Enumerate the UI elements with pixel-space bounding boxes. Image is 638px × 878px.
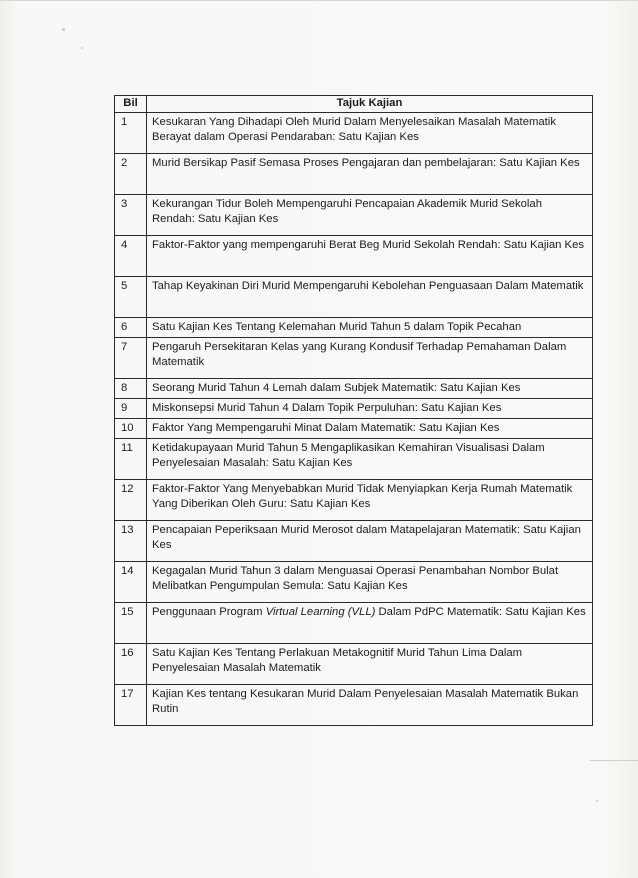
research-title: Kekurangan Tidur Boleh Mempengaruhi Pencapaian Akademik Murid Sekolah Rendah: Satu Kajian Kes (147, 195, 593, 236)
row-number: 1 (115, 113, 147, 154)
scan-speck (62, 28, 65, 31)
table-row (115, 338, 593, 379)
scan-speck (596, 800, 598, 802)
row-number: 2 (115, 154, 147, 195)
table-row (115, 379, 593, 399)
scan-edge-top (0, 0, 638, 1)
scan-speck (81, 47, 83, 49)
row-number: 3 (115, 195, 147, 236)
column-header-tajuk-kajian: Tajuk Kajian (147, 96, 593, 113)
research-title: Tahap Keyakinan Diri Murid Mempengaruhi Kebolehan Penguasaan Dalam Matematik (147, 277, 593, 318)
table-row (115, 399, 593, 419)
table-row (115, 277, 593, 318)
table-row (115, 480, 593, 521)
row-number: 13 (115, 521, 147, 562)
research-title: Faktor-Faktor yang mempengaruhi Berat Beg Murid Sekolah Rendah: Satu Kajian Kes (147, 236, 593, 277)
research-title: Miskonsepsi Murid Tahun 4 Dalam Topik Perpuluhan: Satu Kajian Kes (147, 399, 593, 419)
research-title (147, 603, 593, 644)
table-row (115, 154, 593, 195)
row-number: 5 (115, 277, 147, 318)
row-number: 10 (115, 419, 147, 439)
row-number: 6 (115, 318, 147, 338)
table-row (115, 318, 593, 338)
table-row (115, 562, 593, 603)
table-row (115, 236, 593, 277)
research-titles-table-container (114, 95, 592, 726)
table-row (115, 113, 593, 154)
table-row (115, 439, 593, 480)
table-row (115, 195, 593, 236)
research-title: Satu Kajian Kes Tentang Perlakuan Metakognitif Murid Tahun Lima Dalam Penyelesaian Masalah Matematik (147, 644, 593, 685)
research-titles-table (114, 95, 593, 726)
table-body (115, 113, 593, 726)
row-number: 7 (115, 338, 147, 379)
scan-mark (590, 760, 638, 761)
table-header-row (115, 96, 593, 113)
column-header-bil: Bil (115, 96, 147, 113)
research-title: Ketidakupayaan Murid Tahun 5 Mengaplikasikan Kemahiran Visualisasi Dalam Penyelesaian Masalah: Satu Kajian Kes (147, 439, 593, 480)
research-title-part: Dalam PdPC Matematik: Satu Kajian Kes (375, 606, 586, 618)
row-number: 4 (115, 236, 147, 277)
row-number: 17 (115, 685, 147, 726)
table-row (115, 685, 593, 726)
research-title: Murid Bersikap Pasif Semasa Proses Pengajaran dan pembelajaran: Satu Kajian Kes (147, 154, 593, 195)
row-number: 15 (115, 603, 147, 644)
table-row (115, 644, 593, 685)
research-title: Kajian Kes tentang Kesukaran Murid Dalam Penyelesaian Masalah Matematik Bukan Rutin (147, 685, 593, 726)
research-title: Pencapaian Peperiksaan Murid Merosot dalam Matapelajaran Matematik: Satu Kajian Kes (147, 521, 593, 562)
table-row (115, 521, 593, 562)
research-title: Kesukaran Yang Dihadapi Oleh Murid Dalam Menyelesaikan Masalah Matematik Berayat dalam Operasi Pendaraban: Satu Kajian Kes (147, 113, 593, 154)
research-title: Pengaruh Persekitaran Kelas yang Kurang Kondusif Terhadap Pemahaman Dalam Matematik (147, 338, 593, 379)
row-number: 8 (115, 379, 147, 399)
table-row (115, 603, 593, 644)
research-title-part: Penggunaan Program (152, 606, 266, 618)
research-title-italic-part: Virtual Learning (VLL) (265, 606, 376, 618)
research-title: Faktor Yang Mempengaruhi Minat Dalam Matematik: Satu Kajian Kes (147, 419, 593, 439)
research-title: Kegagalan Murid Tahun 3 dalam Menguasai Operasi Penambahan Nombor Bulat Melibatkan Pengumpulan Semula: Satu Kajian Kes (147, 562, 593, 603)
row-number: 11 (115, 439, 147, 480)
row-number: 16 (115, 644, 147, 685)
research-title: Satu Kajian Kes Tentang Kelemahan Murid Tahun 5 dalam Topik Pecahan (147, 318, 593, 338)
row-number: 9 (115, 399, 147, 419)
research-title: Seorang Murid Tahun 4 Lemah dalam Subjek Matematik: Satu Kajian Kes (147, 379, 593, 399)
table-row (115, 419, 593, 439)
research-title: Faktor-Faktor Yang Menyebabkan Murid Tidak Menyiapkan Kerja Rumah Matematik Yang Diberikan Oleh Guru: Satu Kajian Kes (147, 480, 593, 521)
row-number: 12 (115, 480, 147, 521)
row-number: 14 (115, 562, 147, 603)
